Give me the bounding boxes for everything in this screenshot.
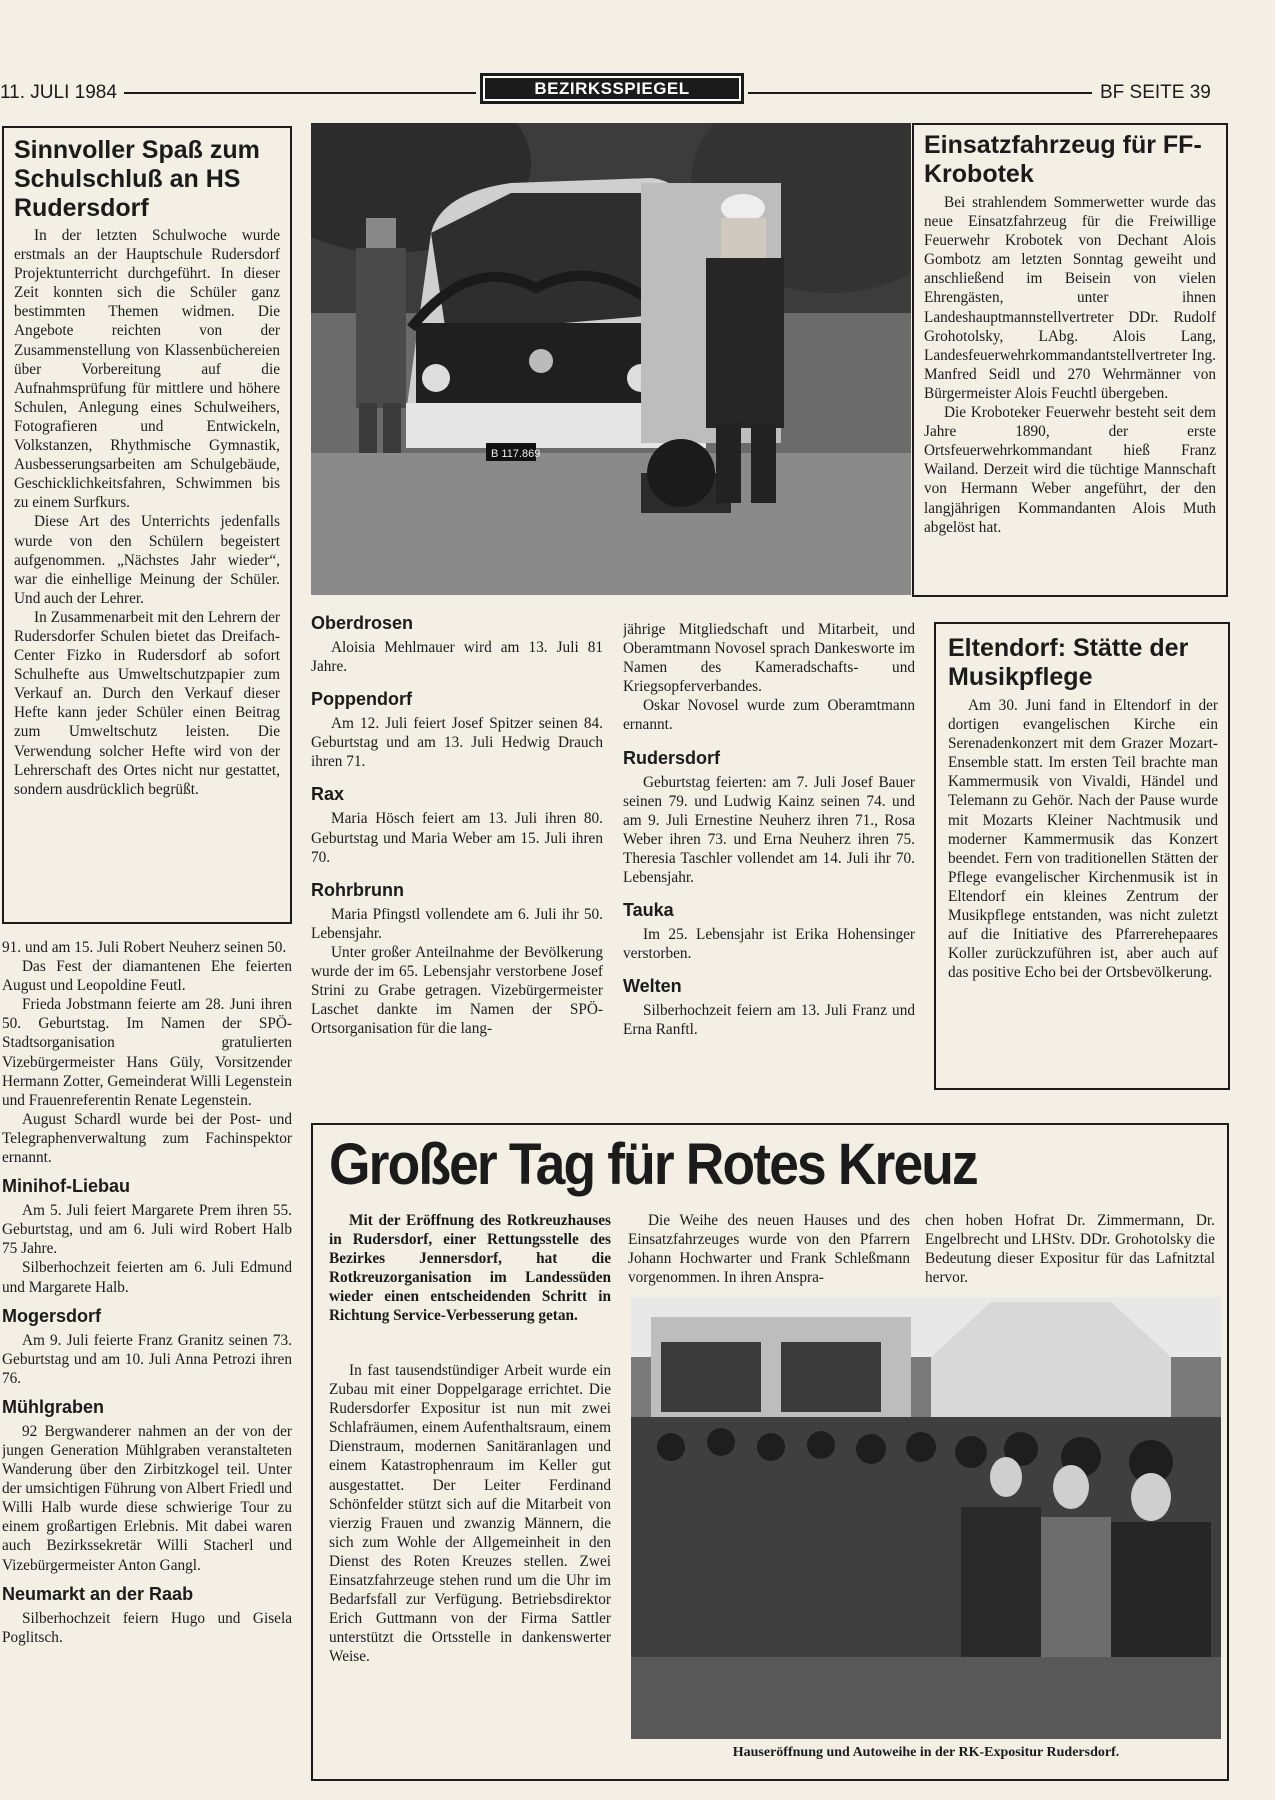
fire-article-p2: Die Kroboteker Feuerwehr besteht seit dem Jahre 1890, der erste Ortsfeuerwehrkommandant hieß Franz Wailand. Derzeit wird die tüchtige Mannschaft von Hermann Weber angeführt, der den langjährigen Kommandanten Alois Muth abgelöst hat. [924,404,1216,536]
left-news-august: August Schardl wurde bei der Post- und Telegraphenverwaltung zum Fachinspektor ernannt. [2,1110,292,1167]
left-news-muehlgraben: 92 Bergwanderer nahmen an der von der jungen Generation Mühlgraben veranstalteten Wanderung über den Zirbitzkogel teil. Unter der umsichtigen Führung von Albert Friedl und Willi Halb wurde diese schwierige Tour zu einem großartigen Erlebnis. Mit dabei waren auch Bezirkssekretär Willi Stacherl und Vizebürgermeister Anton Gangl. [2,1422,292,1574]
left-news-diamond: Das Fest der diamantenen Ehe feierten August und Leopoldine Feutl. [2,958,292,995]
red-cross-p1: In fast tausendstündiger Arbeit wurde ein Zubau mit einer Doppelgarage errichtet. Die Rudersdorfer Expositur ist nun mit zwei Schlafräumen, einem Aufenthaltsraum, einem Dienstraum, modernen Sanitäranlagen und einem Katastrophenraum im Keller gut ausgestattet. Der Leiter Ferdinand Schönfelder stützt sich auf die Mitarbeit von vierzig Frauen und zwanzig Männern, die sich zum Wohle der Allgemeinheit in den Dienst des Roten Kreuzes stellen. Zwei Einsatzfahrzeuge stehen rund um die Uhr im Bedarfsfall zur Verfügung. Betriebsdirektor Erich Guttmann von der Firma Sattler unterstützt die Ortsstelle in dankenswerter Weise. [329,1362,611,1666]
red-cross-column-2 [628,1211,910,1291]
school-article [2,126,292,924]
left-news-minihof1: Am 5. Juli feiert Margarete Prem ihren 55. Geburtstag, und am 6. Juli wird Robert Halb 75 Jahre. [2,1202,292,1258]
heading-minihof: Minihof-Liebau [2,1176,130,1197]
section-banner [480,73,744,104]
middle-news-cont: jährige Mitgliedschaft und Mitarbeit, und Oberamtmann Novosel sprach Dankesworte im Namen des Kameradschafts- und Kriegsopferverbandes. [623,621,915,696]
fire-article-title: Einsatzfahrzeug für FF-Krobotek [924,131,1202,188]
heading-muehlgraben: Mühlgraben [2,1396,104,1417]
red-cross-caption: Hauseröffnung und Autoweihe in der RK-Expositur Rudersdorf. [732,1745,1120,1760]
heading-mogersdorf: Mogersdorf [2,1305,101,1326]
school-article-p2: Diese Art des Unterrichts jedenfalls wurde von den Schülern begeistert aufgenommen. „Nächstes Jahr wieder“, war die einhellige Meinung der Schüler. Und auch der Lehrer. [14,513,280,607]
left-news-column [2,938,292,1793]
red-cross-article [311,1123,1229,1781]
middle-news-rudersdorf: Geburtstag feierten: am 7. Juli Josef Bauer seinen 79. und Ludwig Kainz seinen 74. und am 9. Juli Ernestine Neuherz ihren 71., Rosa Weber ihren 73. und Erna Neuherz ihren 75. Theresia Taschler vollendet am 14. Juli ihr 70. Lebensjahr. [623,773,915,887]
fire-truck-image [311,123,911,595]
music-article-title: Eltendorf: Stätte der Musikpflege [948,634,1189,691]
red-cross-photo [631,1297,1221,1739]
music-article [934,622,1230,1090]
heading-rohrbrunn: Rohrbrunn [311,879,404,900]
heading-welten: Welten [623,976,682,997]
red-cross-lead: Mit der Eröffnung des Rotkreuzhauses in Rudersdorf, einer Rettungsstelle des Bezirkes Jennersdorf, hat die Rotkreuzorganisation im Landessüden wieder einen entscheidenden Schritt in Richtung Service-Verbesserung getan. [329,1212,611,1325]
fire-truck-photo [311,123,911,595]
red-cross-column-1b [329,1361,611,1773]
left-news-cont: 91. und am 15. Juli Robert Neuherz seinen 50. [2,939,287,956]
heading-neumarkt: Neumarkt an der Raab [2,1583,194,1604]
header-rule-right [748,92,1092,94]
middle-news-column-1 [311,612,603,1100]
left-news-neumarkt: Silberhochzeit feiern Hugo und Gisela Poglitsch. [2,1609,292,1646]
header-page: BF SEITE 39 [1100,82,1211,103]
heading-rax: Rax [311,784,345,805]
heading-tauka: Tauka [623,900,674,921]
heading-oberdrosen: Oberdrosen [311,613,414,633]
license-plate: B 117.869 [491,448,541,460]
middle-news-oskar: Oskar Novosel wurde zum Oberamtmann ernannt. [623,697,915,734]
middle-news-oberdrosen: Aloisia Mehlmauer wird am 13. Juli 81 Jahre. [311,639,603,676]
left-news-frieda: Frieda Jobstmann feierte am 28. Juni ihren 50. Geburtstag. Im Namen der SPÖ-Stadtsorganisation gratulierten Vizebürgermeister Hans Güly, Vorsitzender Hermann Zotter, Gemeinderat Willi Legenstein und Frauenreferentin Renate Legenstein. [2,996,292,1109]
middle-news-rohrbrunn1: Maria Pfingstl vollendete am 6. Juli ihr 50. Lebensjahr. [311,905,603,942]
school-article-p1: In der letzten Schulwoche wurde erstmals an der Hauptschule Rudersdorf Projektunterricht durchgeführt. In dieser Zeit konnten sich die Schüler ganz bestimmten Themen widmen. Die Angebote reichten von der Zusammenstellung von Klassenbüchereien über Vorbereitung auf die Aufnahmsprüfung für mittlere und höhere Schulen, Anlegung eines Schulweihers, Fotografieren und Entwickeln, Volkstanzen, Rhythmische Gymnastik, Ausbesserungsarbeiten am Schulgebäude, Geschicklichkeitsfahren, Schwimmen bis zu einem Surfkurs. [14,227,280,512]
middle-news-welten: Silberhochzeit feiern am 13. Juli Franz und Erna Ranftl. [623,1002,915,1039]
red-cross-p3: chen hoben Hofrat Dr. Zimmermann, Dr. Engelbrecht und LHStv. DDr. Grohotolsky die Bedeutung dieser Expositur für das Lafnitztal hervor. [925,1212,1215,1287]
fire-article [912,123,1228,597]
school-article-title: Sinnvoller Spaß zum Schulschluß an HS Rudersdorf [14,136,260,222]
left-news-minihof2: Silberhochzeit feierten am 6. Juli Edmund und Margarete Halb. [2,1259,292,1296]
heading-poppendorf: Poppendorf [311,689,412,710]
header-date: 11. JULI 1984 [0,82,117,103]
heading-rudersdorf: Rudersdorf [623,747,721,768]
red-cross-headline: Großer Tag für Rotes Kreuz [329,1132,977,1197]
left-news-mogersdorf: Am 9. Juli feierte Franz Granitz seinen 73. Geburtstag und am 10. Juli Anna Petrozi ihren 76. [2,1331,292,1387]
middle-news-poppendorf: Am 12. Juli feiert Josef Spitzer seinen 84. Geburtstag und am 13. Juli Hedwig Drauch ihren 71. [311,715,603,771]
school-article-p3: In Zusammenarbeit mit den Lehrern der Rudersdorfer Schulen bietet das Dreifach-Center Fizko in Rudersdorf ab sofort Schulhefte aus Umweltschutzpapier zum Verkauf an. Durch den Verkauf dieser Hefte kann jeder Schüler einen Beitrag zum Umweltschutz leisten. Die Verwendung solcher Hefte wird von der Lehrerschaft des Ortes nicht nur gestattet, sondern ausdrücklich begrüßt. [14,608,280,798]
crowd-image [631,1297,1221,1739]
section-title: BEZIRKSSPIEGEL [485,78,739,99]
middle-news-rohrbrunn2: Unter großer Anteilnahme der Bevölkerung wurde der im 65. Lebensjahr verstorbene Josef Strini zu Grabe getragen. Vizebürgermeister Laschet dankte im Namen der SPÖ-Ortsorganisation für die lang- [311,943,603,1038]
middle-news-column-2 [623,620,915,1100]
music-article-p1: Am 30. Juni fand in Eltendorf in der dortigen evangelischen Kirche ein Serenadenkonzert mit dem Grazer Mozart-Ensemble statt. Im ersten Teil brachte man Kammermusik von Vivaldi, Händel und Telemann zu Gehör. Nach der Pause wurde mit Mozarts Kleiner Nachtmusik und moderner Kammermusik das Konzert beendet. Fern von traditionellen Stätten der Pflege evangelischer Kirchenmusik ist in Eltendorf ein kleines Zentrum der Musikpflege entstanden, was nicht zuletzt auf die Initiative des Pfarrerehepaares Koller zurückzuführen ist, aber auch auf das positive Echo bei der Ortsbevölkerung. [948,697,1218,982]
fire-article-p1: Bei strahlendem Sommerwetter wurde das neue Einsatzfahrzeug für die Freiwillige Feuerwehr Krobotek von Dechant Alois Gombotz am letzten Sonntag geweiht und anschließend im Beisein von vielen Ehrengästen, unter ihnen Landeshauptmannstellvertreter DDr. Rudolf Grohotolsky, LAbg. Alois Lang, Landesfeuerwehrkommandantstellvertreter Ing. Manfred Seidl und 270 Wehrmänner von Bürgermeister Alois Feuchtl übergeben. [924,194,1216,402]
red-cross-column-3 [925,1211,1215,1291]
middle-news-tauka: Im 25. Lebensjahr ist Erika Hohensinger verstorben. [623,926,915,963]
middle-news-rax: Maria Hösch feiert am 13. Juli ihren 80. Geburtstag und Maria Weber am 15. Juli ihren 70. [311,810,603,866]
header-rule-left [124,92,476,94]
red-cross-p2: Die Weihe des neuen Hauses und des Einsatzfahrzeuges wurde von den Pfarrern Johann Hochwarter und Frank Schleßmann vorgenommen. In ihren Anspra- [628,1212,910,1287]
